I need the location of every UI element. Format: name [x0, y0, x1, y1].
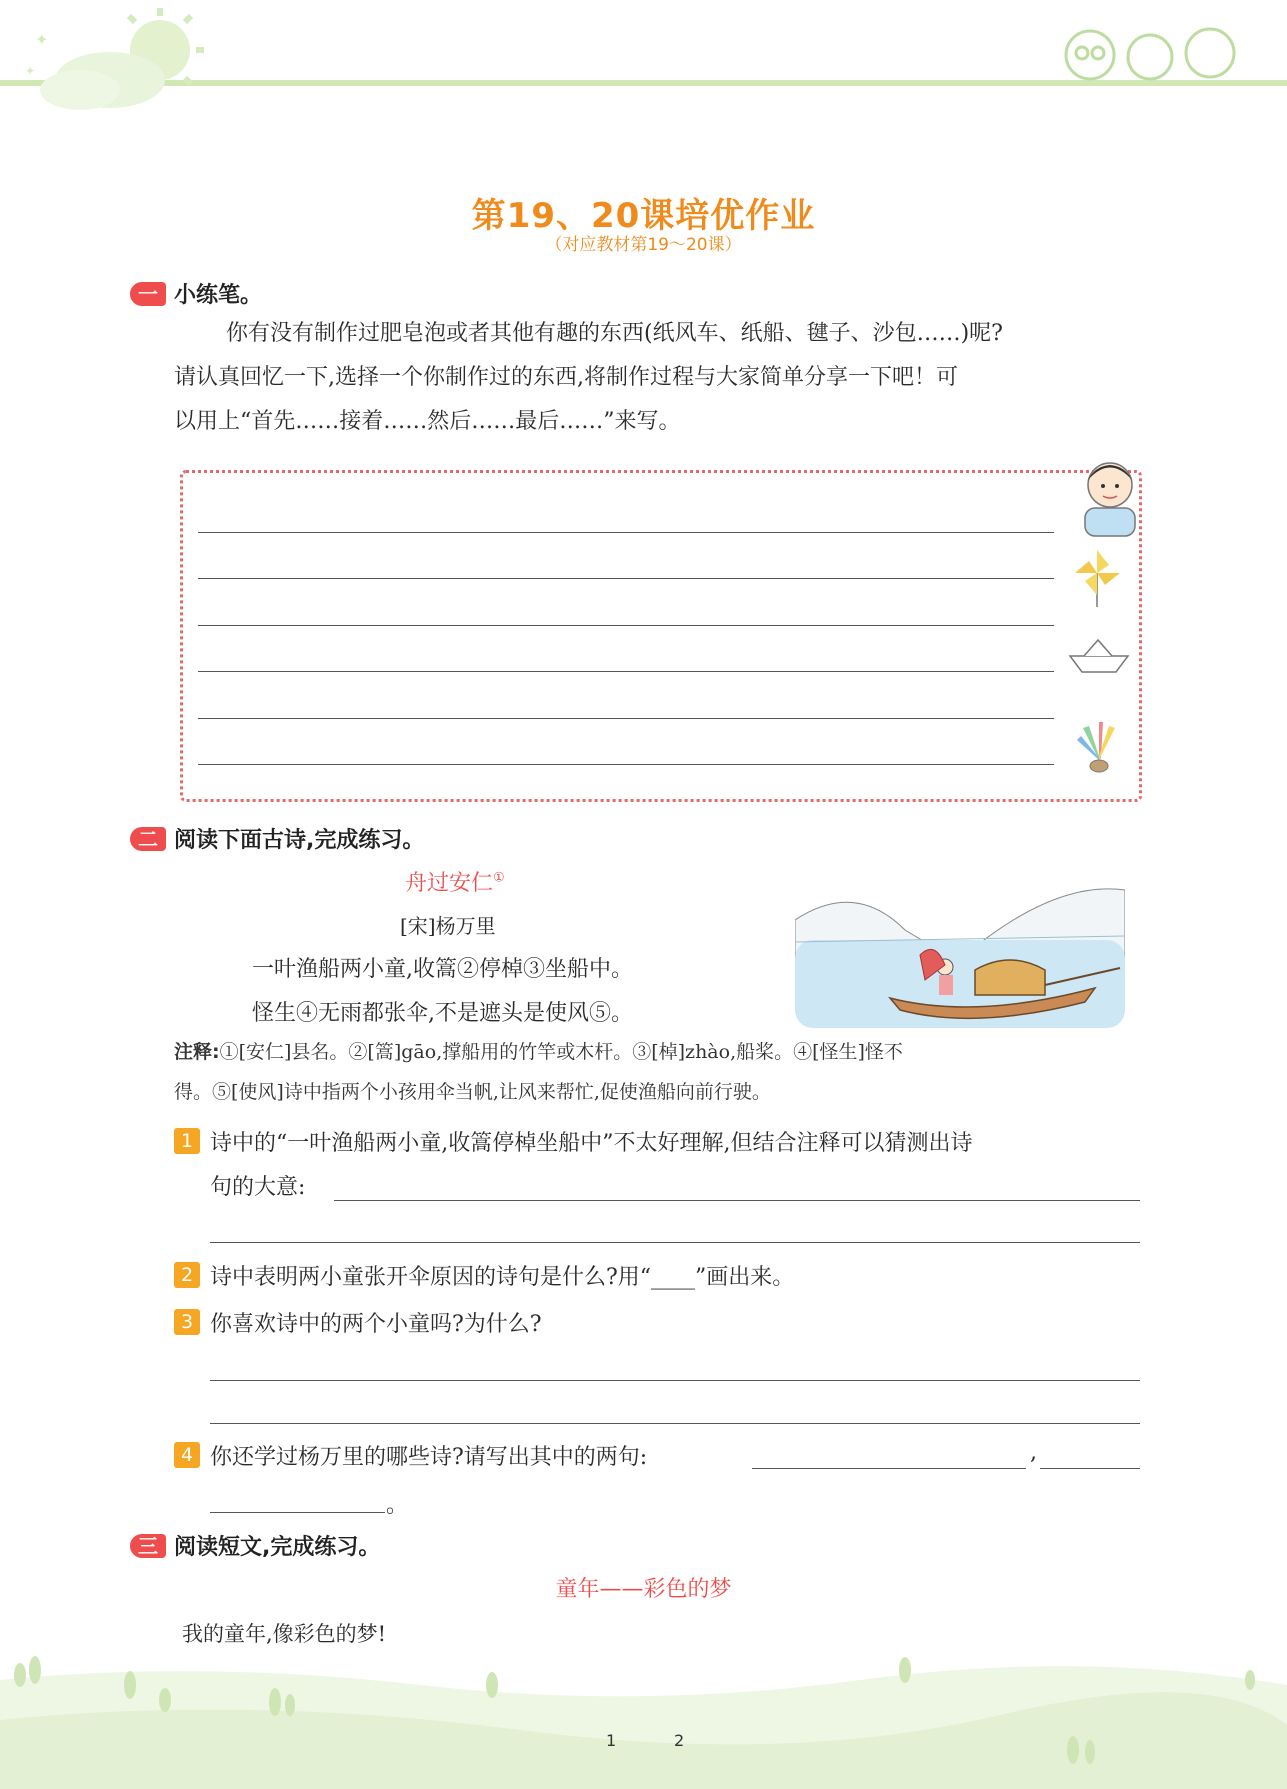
notes-text-1: ①[安仁]县名。②[篙]gāo,撑船用的竹竿或木杆。③[棹]zhào,船桨。④[怪生]怪不	[219, 1041, 903, 1063]
section-3-heading	[130, 1530, 380, 1561]
question-2-number: 2	[174, 1262, 200, 1288]
question-2-text: 诗中表明两小童张开伞原因的诗句是什么?用“____”画出来。	[210, 1265, 795, 1290]
answer-line[interactable]	[210, 1423, 1140, 1424]
poem-title-text: 舟过安仁	[405, 871, 494, 896]
question-3-number: 3	[174, 1309, 200, 1335]
page-number-left: 1	[606, 1731, 617, 1750]
question-4-comma: ,	[1030, 1440, 1037, 1465]
notes-label: 注释:	[174, 1041, 220, 1063]
section-2-heading	[130, 823, 424, 854]
page-subtitle: （对应教材第19～20课）	[545, 235, 742, 255]
paragraph-line-1: 你有没有制作过肥皂泡或者其他有趣的东西(纸风车、纸船、毽子、沙包……)呢?	[226, 321, 1003, 346]
answer-line[interactable]	[752, 1468, 1026, 1469]
child-thinking-icon	[1075, 450, 1145, 540]
paragraph-line-3: 以用上“首先……接着……然后……最后……”来写。	[174, 409, 681, 434]
poem-line-1: 一叶渔船两小童,收篙②停棹③坐船中。	[252, 957, 633, 982]
story-first-line: 我的童年,像彩色的梦!	[182, 1622, 387, 1646]
question-3-text: 你喜欢诗中的两个小童吗?为什么?	[210, 1312, 542, 1337]
page-number-right: 2	[674, 1731, 685, 1750]
shuttlecock-icon	[1075, 720, 1123, 775]
section-3-badge: 三	[130, 1534, 166, 1558]
answer-line[interactable]	[1040, 1468, 1140, 1469]
answer-line[interactable]	[210, 1512, 385, 1513]
answer-line[interactable]	[334, 1200, 1140, 1201]
section-1-heading	[130, 278, 262, 309]
writing-frame	[180, 470, 1142, 802]
question-1-text-cont: 句的大意:	[210, 1175, 306, 1200]
poem-title	[405, 866, 505, 897]
paper-boat-icon	[1068, 638, 1130, 678]
writing-line[interactable]	[198, 625, 1054, 626]
notes-line-1	[174, 1032, 1146, 1072]
section-3-title: 阅读短文,完成练习。	[174, 1535, 381, 1560]
writing-line[interactable]	[198, 532, 1054, 533]
answer-line[interactable]	[210, 1380, 1140, 1381]
page-title: 第19、20课培优作业	[471, 196, 816, 236]
writing-line[interactable]	[198, 764, 1054, 765]
boat-lake-illustration	[795, 870, 1125, 1030]
paragraph-line-2: 请认真回忆一下,选择一个你制作过的东西,将制作过程与大家简单分享一下吧！可	[174, 365, 958, 390]
writing-line[interactable]	[198, 671, 1054, 672]
question-4-period: 。	[386, 1493, 409, 1518]
question-1-text: 诗中的“一叶渔船两小童,收篙停棹坐船中”不太好理解,但结合注释可以猜测出诗	[210, 1131, 973, 1156]
question-1-number: 1	[174, 1128, 200, 1154]
animal-friends-icon	[1050, 15, 1250, 85]
writing-line[interactable]	[198, 718, 1054, 719]
section-1-badge: 一	[130, 282, 166, 306]
notes-line-2: 得。⑤[使风]诗中指两个小孩用伞当帆,让风来帮忙,促使渔船向前行驶。	[174, 1081, 771, 1103]
poem-author: [宋]杨万里	[400, 914, 496, 938]
question-4-number: 4	[174, 1442, 200, 1468]
grass-hills-decoration	[0, 1640, 1287, 1789]
story-title: 童年——彩色的梦	[555, 1577, 732, 1602]
section-1-title: 小练笔。	[174, 283, 263, 308]
section-2-title: 阅读下面古诗,完成练习。	[174, 828, 425, 853]
writing-line[interactable]	[198, 578, 1054, 579]
question-4-text: 你还学过杨万里的哪些诗?请写出其中的两句:	[210, 1445, 648, 1470]
svg-text:✦: ✦	[25, 64, 36, 78]
pinwheel-icon	[1075, 545, 1125, 610]
notes-block	[174, 1032, 1146, 1112]
poem-line-2: 怪生④无雨都张伞,不是遮头是使风⑤。	[252, 1001, 633, 1026]
poem-title-note: ①	[493, 870, 505, 886]
answer-line[interactable]	[210, 1242, 1140, 1243]
section-2-badge: 二	[130, 827, 166, 851]
svg-text:✦: ✦	[35, 30, 49, 49]
sun-cloud-icon	[0, 0, 220, 115]
section-1-paragraph	[174, 312, 1146, 444]
